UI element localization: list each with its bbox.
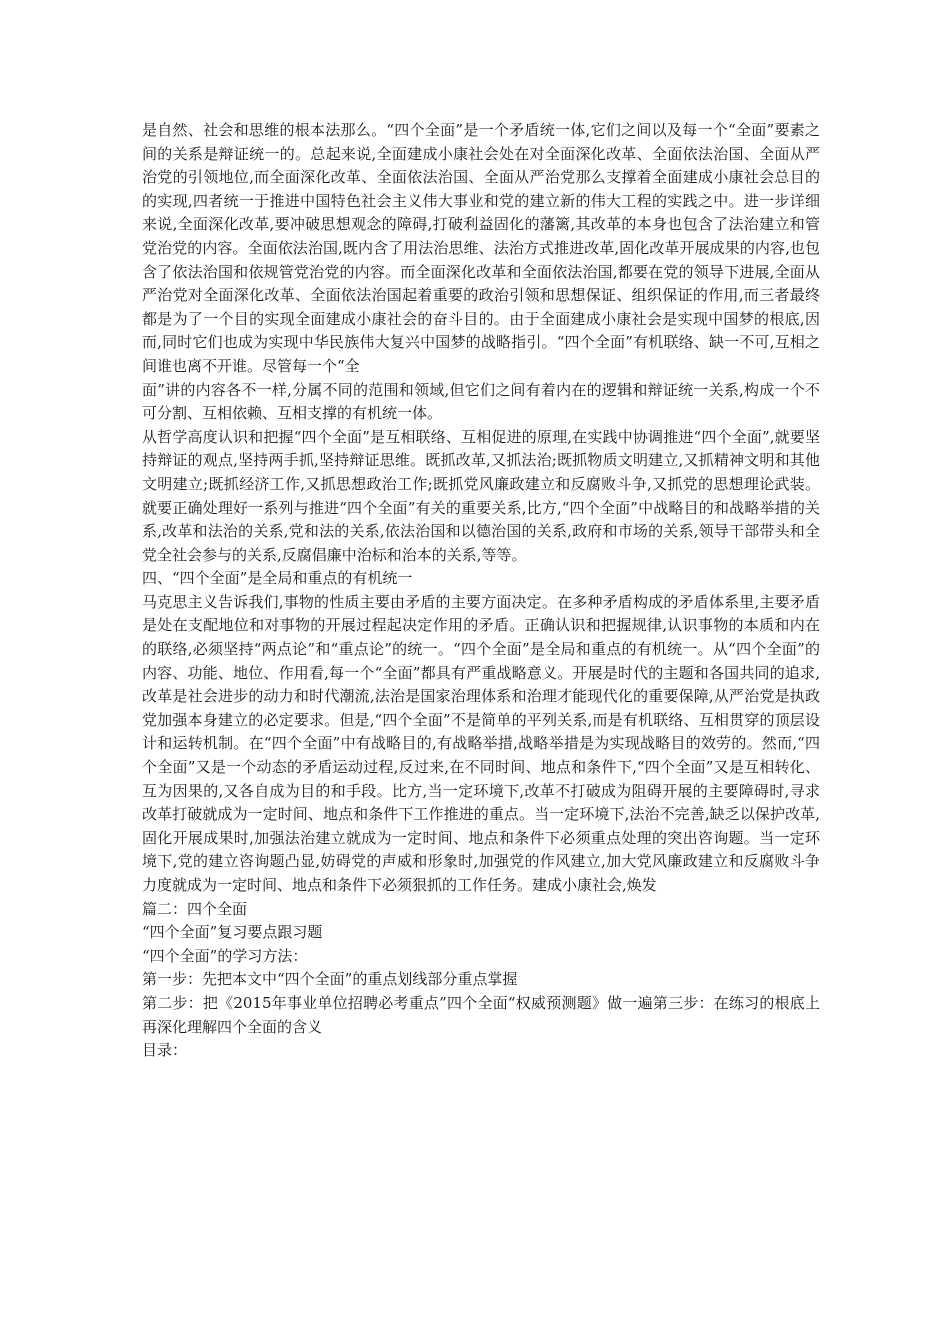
- section-heading-4: 四、“四个全面”是全局和重点的有机统一: [142, 569, 413, 588]
- body-paragraph-1: 是自然、社会和思维的根本法那么。“四个全面”是一个矛盾统一体,它们之间以及每一个“全面”要素之间的关系是辩证统一的。总起来说,全面建成小康社会处在对全面深化改革、全面依法治国、全面从严治党的引领地位,而全面深化改革、全面依法治国、全面从严治党那么支撑着全面建成小康社会总目的的实现,四者统一于推进中国特色社会主义伟大事业和党的建立新的伟大工程的实践之中。进一步详细来说,全面深化改革,要冲破思想观念的障碍,打破利益固化的藩篱,其改革的本身也包含了法治建立和管党治党的内容。全面依法治国,既内含了用法治思维、法治方式推进改革,固化改革开展成果的内容,也包含了依法治国和依规管党治党的内容。而全面深化改革和全面依法治国,都要在党的领导下进展,全面从严治党对全面深化改革、全面依法治国起着重要的政治引领和思想保证、组织保证的作用,而三者最终都是为了一个目的实现全面建成小康社会的奋斗目的。由于全面建成小康社会是实现中国梦的根底,因而,同时它们也成为实现中华民族伟大复兴中国梦的战略指引。“四个全面”有机联络、缺一不可,互相之间谁也离不开谁。尽管每一个“全: [142, 121, 820, 375]
- study-method-heading: “四个全面”的学习方法：: [142, 946, 308, 965]
- body-paragraph-2: 面”讲的内容各不一样,分属不同的范围和领域,但它们之间有着内在的逻辑和辩证统一关系,构成一个不可分割、互相依赖、互相支撑的有机统一体。: [142, 380, 820, 423]
- step-one: 第一步：先把本文中“四个全面”的重点划线部分重点掌握: [142, 970, 518, 989]
- step-two-three: 第二步：把《2015年事业单位招聘必考重点”四个全面“权威预测题》做一遍第三步：在练习的根底上再深化理解四个全面的含义: [142, 993, 820, 1036]
- review-title: “四个全面”复习要点跟习题: [142, 923, 323, 942]
- body-paragraph-5: 马克思主义告诉我们,事物的性质主要由矛盾的主要方面决定。在多种矛盾构成的矛盾体系里,主要矛盾是处在支配地位和对事物的开展过程起决定作用的矛盾。正确认识和把握规律,认识事物的本质和内在的联络,必须坚持“两点论”和“重点论”的统一。“四个全面”是全局和重点的有机统一。从“四个全面”的内容、功能、地位、作用看,每一个“全面”都具有严重战略意义。开展是时代的主题和各国共同的追求,改革是社会进步的动力和时代潮流,法治是国家治理体系和治理才能现代化的重要保障,从严治党是执政党加强本身建立的必定要求。但是,“四个全面”不是简单的平列关系,而是有机联络、互相贯穿的顶层设计和运转机制。在“四个全面”中有战略目的,有战略举措,战略举措是为实现战略目的效劳的。然而,“四个全面”又是一个动态的矛盾运动过程,反过来,在不同时间、地点和条件下,“四个全面”又是互相转化、互为因果的,又各自成为目的和手段。比方,当一定环境下,改革不打破成为阻碍开展的主要障碍时,寻求改革打破就成为一定时间、地点和条件下工作推进的重点。当一定环境下,法治不完善,缺乏以保护改革,固化开展成果时,加强法治建立就成为一定时间、地点和条件下必须重点处理的突出咨询题。当一定环境下,党的建立咨询题凸显,妨碍党的声威和形象时,加强党的作风建立,加大党风廉政建立和反腐败斗争力度就成为一定时间、地点和条件下必须狠抓的工作任务。建成小康社会,焕发: [142, 592, 820, 894]
- chapter-title: 篇二：四个全面: [142, 899, 248, 918]
- contents-heading: 目录：: [142, 1041, 188, 1060]
- body-paragraph-3: 从哲学高度认识和把握“四个全面”是互相联络、互相促进的原理,在实践中协调推进“四个全面”,就要坚持辩证的观点,坚持两手抓,坚持辩证思维。既抓改革,又抓法治;既抓物质文明建立,又抓精神文明和其他文明建立;既抓经济工作,又抓思想政治工作;既抓党风廉政建立和反腐败斗争,又抓党的思想理论武装。就要正确处理好一系列与推进“四个全面”有关的重要关系,比方,“四个全面”中战略目的和战略举措的关系,改革和法治的关系,党和法的关系,依法治国和以德治国的关系,政府和市场的关系,领导干部带头和全党全社会参与的关系,反腐倡廉中治标和治本的关系,等等。: [142, 427, 820, 564]
